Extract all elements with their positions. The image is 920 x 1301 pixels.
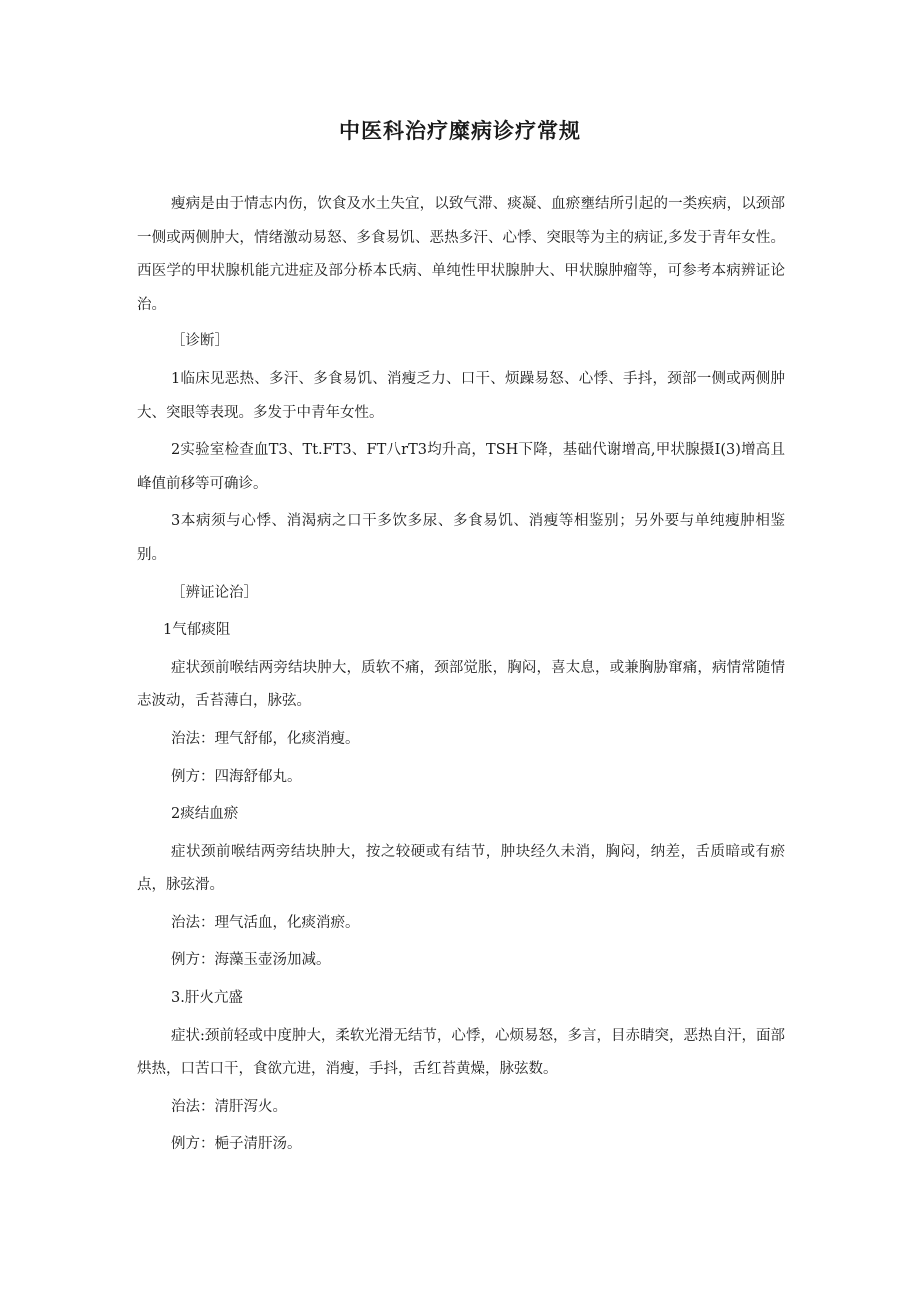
pattern-2-symptoms: 症状颈前喉结两旁结块肿大，按之较硬或有结节，肿块经久未消，胸闷，纳差，舌质暗或有瘀点，脉弦滑。 <box>137 843 785 894</box>
diagnosis-item-2: 2实验室检查血T3、Tt.FT3、FT八rT3均升高，TSH下降，基础代谢增高,甲状腺摄I(3)增高且峰值前移等可确诊。 <box>137 442 785 492</box>
pattern-3-method: 治法：清肝泻火。 <box>171 1098 287 1115</box>
pattern-1-formula: 例方：四海舒郁丸。 <box>171 768 302 785</box>
pattern-1-method: 治法：理气舒郁，化痰消瘦。 <box>171 730 360 747</box>
diagnosis-item-1: 1临床见恶热、多汗、多食易饥、消瘦乏力、口干、烦躁易怒、心悸、手抖，颈部一侧或两侧肿大、突眼等表现。多发于中青年女性。 <box>137 370 785 421</box>
intro-paragraph: 瘦病是由于情志内伤，饮食及水土失宜，以致气滞、痰凝、血瘀壅结所引起的一类疾病，以颈部一侧或两侧肿大，情绪激动易怒、多食易饥、恶热多汗、心悸、突眼等为主的病证,多发于青年女性。西医学的甲状腺机能亢进症及部分桥本氏病、单纯性甲状腺肿大、甲状腺肿瘤等，可参考本病辨证论治。 <box>137 196 785 313</box>
pattern-1-name: 1气郁痰阻 <box>163 622 231 639</box>
document-body <box>137 188 785 1166</box>
pattern-1-symptoms: 症状颈前喉结两旁结块肿大，质软不痛，颈部觉胀，胸闷，喜太息，或兼胸胁窜痛，病情常随情志波动，舌苔薄白，脉弦。 <box>137 659 785 710</box>
pattern-2-name: 2痰结血瘀 <box>171 806 239 823</box>
pattern-3-symptoms: 症状:颈前轻或中度肿大，柔软光滑无结节，心悸，心烦易怒，多言，目赤睛突，恶热自汗，面部烘热，口苦口干，食欲亢进，消瘦，手抖，舌红苔黄燥，脉弦数。 <box>137 1027 785 1078</box>
pattern-2-method: 治法：理气活血，化痰消瘀。 <box>171 914 360 931</box>
diagnosis-item-3: 3本病须与心悸、消渴病之口干多饮多尿、多食易饥、消瘦等相鉴别；另外要与单纯瘦肿相鉴别。 <box>137 513 785 563</box>
pattern-3-formula: 例方：梔子清肝汤。 <box>171 1136 302 1153</box>
page-title: 中医科治疗糜病诊疗常规 <box>339 119 581 143</box>
pattern-3-name: 3.肝火亢盛 <box>171 990 243 1007</box>
diagnosis-heading: ［诊断］ <box>171 333 229 350</box>
treatment-heading: ［辨证论治］ <box>171 584 258 601</box>
pattern-2-formula: 例方：海藻玉壶汤加减。 <box>171 952 331 969</box>
